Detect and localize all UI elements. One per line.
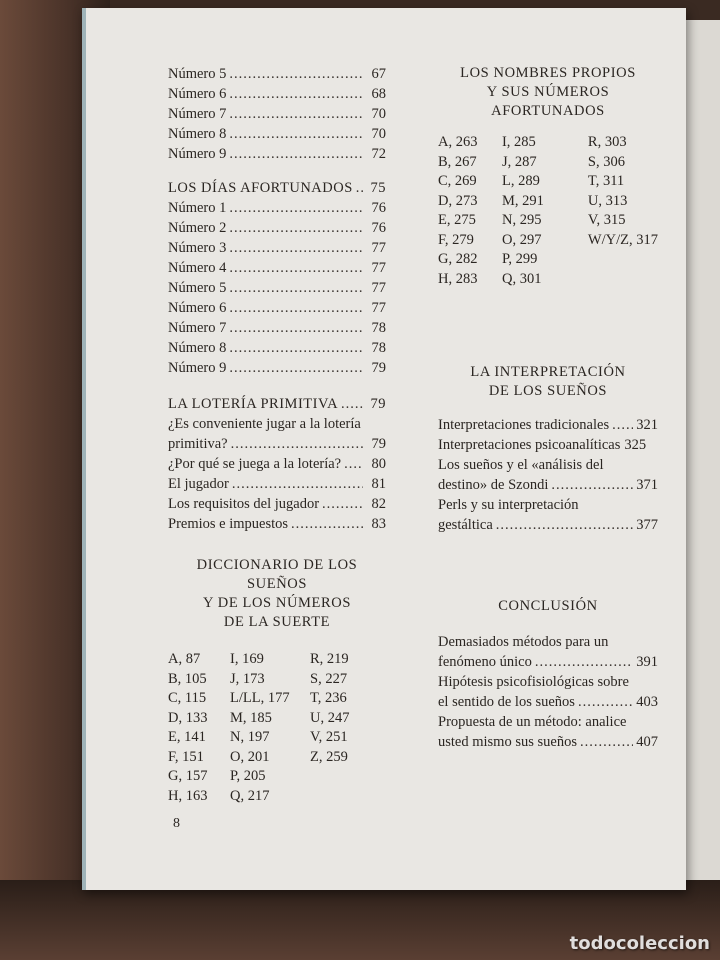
index-row <box>168 728 349 748</box>
toc-entry-line: Perls y su interpretación <box>438 497 579 513</box>
section-heading: CONCLUSIÓN <box>498 598 598 614</box>
index-cell: V, 315 <box>587 212 626 228</box>
index-row <box>438 270 658 290</box>
index-cell: S, 227 <box>310 670 348 687</box>
index-cell: P, 205 <box>230 768 266 784</box>
letter-index-table <box>168 650 349 806</box>
toc-entry: Interpretaciones tradicionales ..... 321 <box>438 415 658 435</box>
index-cell: R, 219 <box>310 651 349 667</box>
dias-section <box>168 178 386 378</box>
index-cell: T, 311 <box>587 173 625 189</box>
index-cell: O, 297 <box>501 231 542 248</box>
toc-entry: Número 4 ..... 77 <box>168 258 386 278</box>
section-heading: LOS NOMBRES PROPIOS <box>460 65 636 81</box>
index-cell: I, 285 <box>501 134 536 150</box>
toc-entry: ¿Por qué se juega a la lotería? ..... 80 <box>168 454 386 474</box>
index-cell: V, 251 <box>310 729 348 745</box>
index-cell: E, 275 <box>438 212 476 228</box>
toc-entry: Número 6 ..... 68 <box>168 84 386 104</box>
diccionario-section <box>168 556 386 806</box>
index-row <box>438 250 658 270</box>
toc-entry: Número 5 ..... 77 <box>168 278 386 298</box>
numero-list-a <box>168 64 386 164</box>
conclusion-section <box>438 597 658 752</box>
toc-entry: Los requisitos del jugador ..... 82 <box>168 494 386 514</box>
index-row <box>168 670 349 690</box>
index-row <box>438 153 658 173</box>
index-cell: J, 287 <box>501 153 537 170</box>
index-cell: F, 151 <box>168 748 204 765</box>
page-number: 8 <box>173 816 180 831</box>
index-cell: N, 295 <box>501 212 542 228</box>
toc-entry: Número 7 ..... 78 <box>168 318 386 338</box>
index-cell: C, 269 <box>438 173 477 189</box>
index-cell: Q, 301 <box>501 270 542 287</box>
index-cell: D, 273 <box>438 192 478 209</box>
index-cell: C, 115 <box>168 690 207 706</box>
toc-entry: destino» de Szondi ..... 371 <box>438 475 658 495</box>
index-row <box>168 709 349 729</box>
section-heading: Y DE LOS NÚMEROS <box>202 595 352 611</box>
index-cell: O, 201 <box>230 748 270 765</box>
index-cell: P, 299 <box>501 251 538 267</box>
index-cell: J, 173 <box>230 670 265 687</box>
index-cell <box>310 767 349 787</box>
index-cell <box>588 270 658 290</box>
watermark: todocoleccion <box>569 933 710 954</box>
index-cell: M, 291 <box>501 192 544 209</box>
index-cell: L, 289 <box>501 173 540 189</box>
section-heading: LOS DÍAS AFORTUNADOS ..... 75 <box>168 178 386 198</box>
index-cell <box>588 250 658 270</box>
toc-entry: gestáltica ..... 377 <box>438 515 658 535</box>
index-cell: H, 163 <box>168 787 208 804</box>
index-cell: B, 105 <box>168 670 207 687</box>
index-cell: F, 279 <box>438 231 474 248</box>
index-row <box>168 650 349 670</box>
toc-entry: Número 2 ..... 76 <box>168 218 386 238</box>
index-cell: L/LL, 177 <box>230 690 290 706</box>
index-cell: G, 157 <box>168 768 208 784</box>
toc-entry: Premios e impuestos ..... 83 <box>168 514 386 534</box>
toc-entry-line: Propuesta de un método: analice <box>438 714 627 730</box>
section-heading: AFORTUNADOS <box>491 103 605 119</box>
index-row <box>438 133 658 153</box>
right-column <box>438 64 658 752</box>
toc-entry: El jugador ..... 81 <box>168 474 386 494</box>
index-cell: T, 236 <box>310 690 347 706</box>
index-cell: H, 283 <box>438 270 478 287</box>
loteria-section <box>168 394 386 534</box>
toc-entry: fenómeno único ..... 391 <box>438 652 658 672</box>
index-cell: A, 87 <box>168 651 201 667</box>
toc-entry: Número 5 ..... 67 <box>168 64 386 84</box>
index-row <box>168 689 349 709</box>
toc-entry: Número 8 ..... 78 <box>168 338 386 358</box>
index-row <box>168 787 349 807</box>
index-cell: U, 247 <box>310 709 350 726</box>
index-row <box>168 748 349 768</box>
index-row <box>438 231 658 251</box>
letter-index-table <box>438 133 658 289</box>
toc-entry: el sentido de los sueños ..... 403 <box>438 692 658 712</box>
toc-entry-line: ¿Es conveniente jugar a la lotería <box>168 416 361 432</box>
index-cell: R, 303 <box>587 134 627 150</box>
section-heading: LA INTERPRETACIÓN <box>470 364 626 380</box>
index-cell: Q, 217 <box>230 787 270 804</box>
index-cell: D, 133 <box>168 709 208 726</box>
index-row <box>438 192 658 212</box>
toc-entry: Número 3 ..... 77 <box>168 238 386 258</box>
toc-entry: Número 6 ..... 77 <box>168 298 386 318</box>
left-column <box>168 64 386 806</box>
toc-entry: Número 8 ..... 70 <box>168 124 386 144</box>
toc-entry: usted mismo sus sueños ..... 407 <box>438 732 658 752</box>
section-heading: DE LA SUERTE <box>223 614 331 630</box>
toc-entry-line: Hipótesis psicofisiológicas sobre <box>438 674 629 690</box>
index-row <box>168 767 349 787</box>
index-cell: M, 185 <box>230 709 272 726</box>
index-row <box>438 172 658 192</box>
index-cell: B, 267 <box>438 153 477 170</box>
toc-entry: Número 1 ..... 76 <box>168 198 386 218</box>
index-row <box>438 211 658 231</box>
index-cell: U, 313 <box>587 192 628 209</box>
interpretacion-section <box>438 363 658 535</box>
index-cell: I, 169 <box>230 651 264 667</box>
section-heading: DICCIONARIO DE LOS SUEÑOS <box>196 557 358 592</box>
toc-entry: Interpretaciones psicoanalíticas 325 <box>438 437 647 453</box>
toc-entry-line: Demasiados métodos para un <box>438 634 609 650</box>
index-cell <box>310 787 349 807</box>
index-cell: W/Y/Z, 317 <box>587 231 658 248</box>
section-heading: DE LOS SUEÑOS <box>488 383 608 399</box>
index-cell: N, 197 <box>230 729 270 745</box>
index-cell: S, 306 <box>587 153 625 170</box>
index-cell: G, 282 <box>438 251 478 267</box>
toc-entry: primitiva? ..... 79 <box>168 434 386 454</box>
toc-entry: Número 9 ..... 72 <box>168 144 386 164</box>
toc-entry: Número 7 ..... 70 <box>168 104 386 124</box>
index-cell: Z, 259 <box>310 748 348 765</box>
index-cell: A, 263 <box>438 134 478 150</box>
nombres-section <box>438 64 658 289</box>
toc-entry-line: Los sueños y el «análisis del <box>438 457 604 473</box>
section-heading: Y SUS NÚMEROS <box>486 84 610 100</box>
toc-entry: Número 9 ..... 79 <box>168 358 386 378</box>
index-cell: E, 141 <box>168 729 206 745</box>
section-heading: LA LOTERÍA PRIMITIVA ..... 79 <box>168 394 386 414</box>
